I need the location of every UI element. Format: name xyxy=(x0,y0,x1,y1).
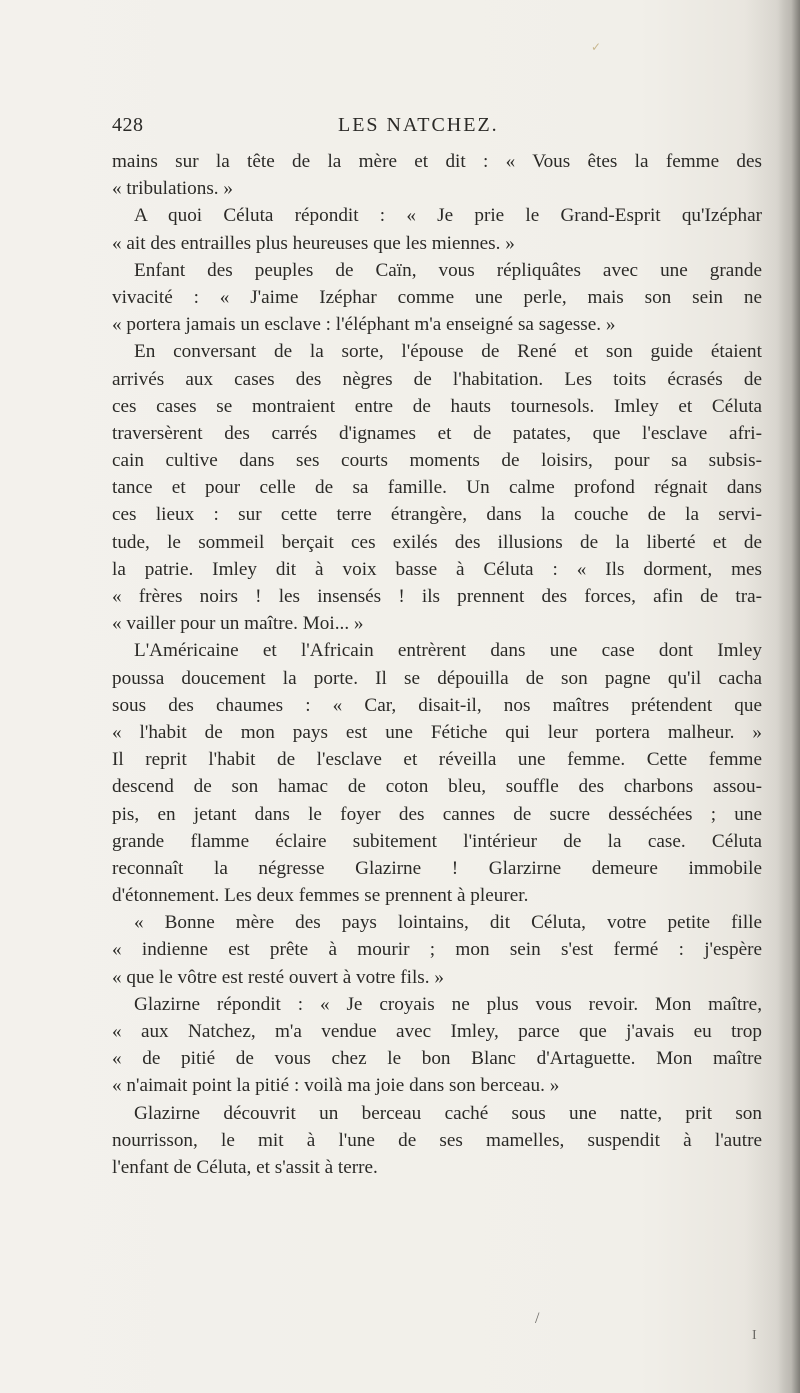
text-line: « aux Natchez, m'a vendue avec Imley, parce que j'avais eu trop xyxy=(112,1021,762,1042)
text-line: « tribulations. » xyxy=(112,178,233,200)
text-line: descend de son hamac de coton bleu, souffle des charbons assou- xyxy=(112,776,762,798)
text-line: « de pitié de vous chez le bon Blanc d'Artaguette. Mon maître xyxy=(112,1048,762,1070)
text-line: « ait des entrailles plus heureuses que les miennes. » xyxy=(112,232,515,254)
text-line: arrivés aux cases des nègres de l'habitation. Les toits écrasés de xyxy=(112,368,762,390)
page-edge-shadow xyxy=(778,0,800,1393)
bottom-pencil-mark: / xyxy=(535,1310,540,1327)
text-line: « portera jamais un esclave : l'éléphant m'a enseigné sa sagesse. » xyxy=(112,314,616,336)
text-line: ces lieux : sur cette terre étrangère, dans la couche de la servi- xyxy=(112,504,762,526)
edge-mark: I xyxy=(752,1328,757,1343)
text-line: reconnaît la négresse Glazirne ! Glarzirne demeure immobile xyxy=(112,857,762,879)
text-line: cain cultive dans ses courts moments de loisirs, pour sa subsis- xyxy=(112,450,762,472)
text-line: « vailler pour un maître. Moi... » xyxy=(112,613,364,635)
text-line: « n'aimait point la pitié : voilà ma joie dans son berceau. » xyxy=(112,1075,560,1097)
text-line: ces cases se montraient entre de hauts tournesols. Imley et Céluta xyxy=(112,395,762,417)
text-line: la patrie. Imley dit à voix basse à Céluta : « Ils dorment, mes xyxy=(112,558,762,580)
running-title: LES NATCHEZ. xyxy=(338,114,499,136)
text-line: d'étonnement. Les deux femmes se prennent à pleurer. xyxy=(112,885,529,907)
text-line: L'Américaine et l'Africain entrèrent dans une case dont Imley xyxy=(134,640,762,662)
text-line: l'enfant de Céluta, et s'assit à terre. xyxy=(112,1156,378,1178)
text-line: mains sur la tête de la mère et dit : « Vous êtes la femme des xyxy=(112,151,762,172)
text-line: traversèrent des carrés d'ignames et de patates, que l'esclave afri- xyxy=(112,422,762,444)
text-line: tance et pour celle de sa famille. Un calme profond régnait dans xyxy=(112,477,762,499)
text-line: Glazirne répondit : « Je croyais ne plus vous revoir. Mon maître, xyxy=(134,993,762,1015)
body-text xyxy=(112,148,762,1181)
text-line: « frères noirs ! les insensés ! ils prennent des forces, afin de tra- xyxy=(112,586,762,607)
text-line: grande flamme éclaire subitement l'intérieur de la case. Céluta xyxy=(112,830,762,852)
text-line: En conversant de la sorte, l'épouse de René et son guide étaient xyxy=(134,341,762,363)
text-line: « indienne est prête à mourir ; mon sein s'est fermé : j'espère xyxy=(112,939,762,961)
text-line: nourrisson, le mit à l'une de ses mamelles, suspendit à l'autre xyxy=(112,1129,762,1151)
text-line: « que le vôtre est resté ouvert à votre fils. » xyxy=(112,966,444,988)
page-number: 428 xyxy=(112,114,144,136)
top-pencil-mark: ✓ xyxy=(591,40,602,54)
page-header xyxy=(0,114,800,144)
text-line: poussa doucement la porte. Il se dépouilla de son pagne qu'il cacha xyxy=(112,667,762,689)
text-line: Glazirne découvrit un berceau caché sous une natte, prit son xyxy=(134,1102,762,1124)
text-line: vivacité : « J'aime Izéphar comme une perle, mais son sein ne xyxy=(112,286,762,308)
text-line: pis, en jetant dans le foyer des cannes de sucre desséchées ; une xyxy=(112,803,762,825)
text-line: « Bonne mère des pays lointains, dit Céluta, votre petite fille xyxy=(134,912,762,934)
text-line: tude, le sommeil berçait ces exilés des illusions de la liberté et de xyxy=(112,531,762,553)
text-line: A quoi Céluta répondit : « Je prie le Grand-Esprit qu'Izéphar xyxy=(134,205,762,227)
text-line: « l'habit de mon pays est une Fétiche qui leur portera malheur. » xyxy=(112,721,762,743)
text-line: sous des chaumes : « Car, disait-il, nos maîtres prétendent que xyxy=(112,694,762,716)
text-line: Enfant des peuples de Caïn, vous répliquâtes avec une grande xyxy=(134,259,762,281)
text-line: Il reprit l'habit de l'esclave et réveilla une femme. Cette femme xyxy=(112,749,762,771)
